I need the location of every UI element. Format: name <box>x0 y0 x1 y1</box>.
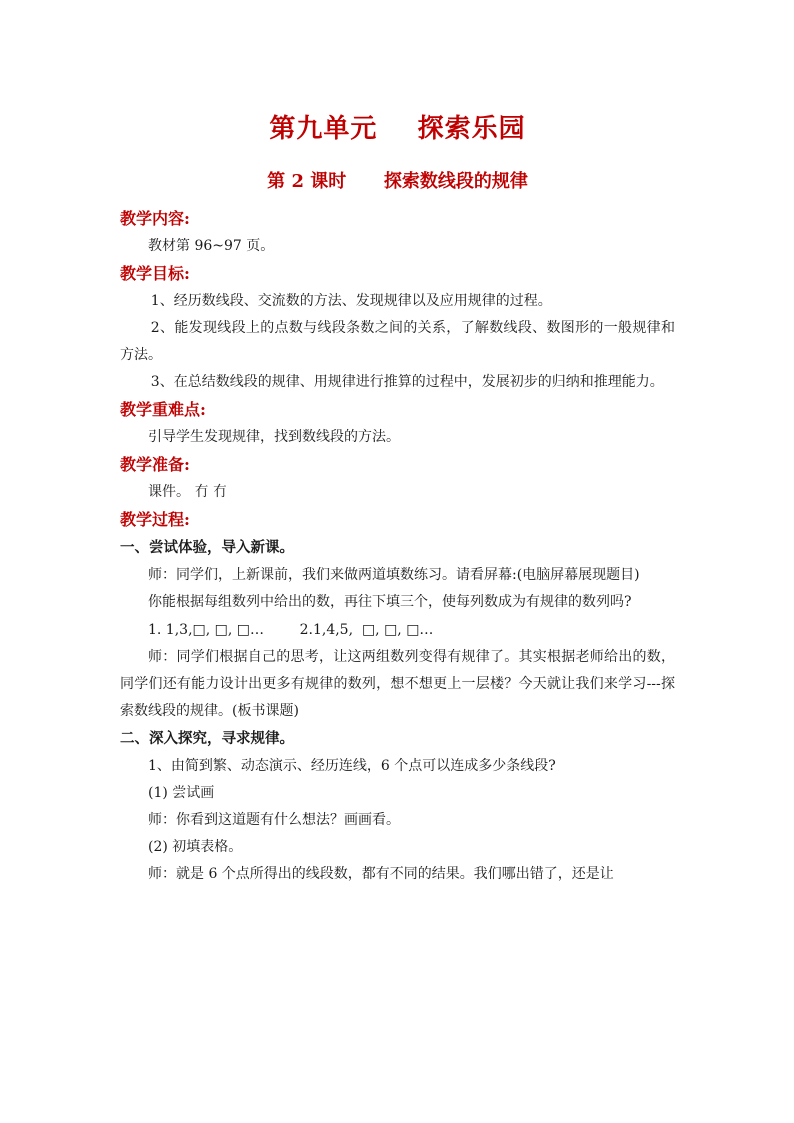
step-2-paragraph-4: (2) 初填表格。 <box>148 839 243 855</box>
step-1-heading: 一、尝试体验，导入新课。 <box>120 539 294 556</box>
step-2-heading: 二、深入探究，寻求规律。 <box>120 730 294 747</box>
step-2-paragraph-2: (1) 尝试画 <box>148 785 215 801</box>
number-sequences: 1. 1,3,□, □, □… 2.1,4,5, □, □, □… <box>148 622 434 638</box>
lesson-title: 第 2 课时 探索数线段的规律 <box>267 171 528 192</box>
step-1-paragraph-2: 你能根据每组数列中给出的数，再往下填三个，使每列数成为有规律的数列吗? <box>148 594 632 610</box>
goal-2: 2、能发现线段上的点数与线段条数之间的关系，了解数线段、数图形的一般规律和方法。 <box>120 320 675 363</box>
goal-1: 1、经历数线段、交流数的方法、发现规律以及应用规律的过程。 <box>150 293 552 309</box>
step-1-paragraph-1: 师：同学们，上新课前，我们来做两道填数练习。请看屏幕:(电脑屏幕展现题目) <box>148 567 640 583</box>
preparation-text: 课件。 冇 冇 <box>148 484 227 500</box>
preparation-heading: 教学准备: <box>120 455 190 474</box>
unit-title: 第九单元 探索乐园 <box>269 114 526 144</box>
document-body <box>120 108 675 888</box>
step-1-paragraph-3: 师：同学们根据自己的思考，让这两组数列变得有规律了。其实根据老师给出的数，同学们还有能力设计出更多有规律的数列，想不想更上一层楼？今天就让我们来学习---探索数线段的规律。(板书课题) <box>120 649 675 719</box>
key-points-heading: 教学重难点: <box>120 400 206 419</box>
teaching-content-text: 教材第 96~97 页。 <box>148 238 275 254</box>
process-heading: 教学过程: <box>120 510 190 529</box>
step-2-paragraph-3: 师：你看到这道题有什么想法？画画看。 <box>148 812 400 828</box>
teaching-goals-heading: 教学目标: <box>120 264 190 283</box>
step-2-paragraph-1: 1、由简到繁、动态演示、经历连线，6 个点可以连成多少条线段? <box>148 758 556 774</box>
goal-3: 3、在总结数线段的规律、用规律进行推算的过程中，发展初步的归纳和推理能力。 <box>150 374 664 390</box>
key-points-text: 引导学生发现规律，找到数线段的方法。 <box>148 429 400 445</box>
step-2-paragraph-5: 师：就是 6 个点所得出的线段数，都有不同的结果。我们哪出错了，还是让 <box>148 866 614 882</box>
teaching-content-heading: 教学内容: <box>120 209 190 228</box>
